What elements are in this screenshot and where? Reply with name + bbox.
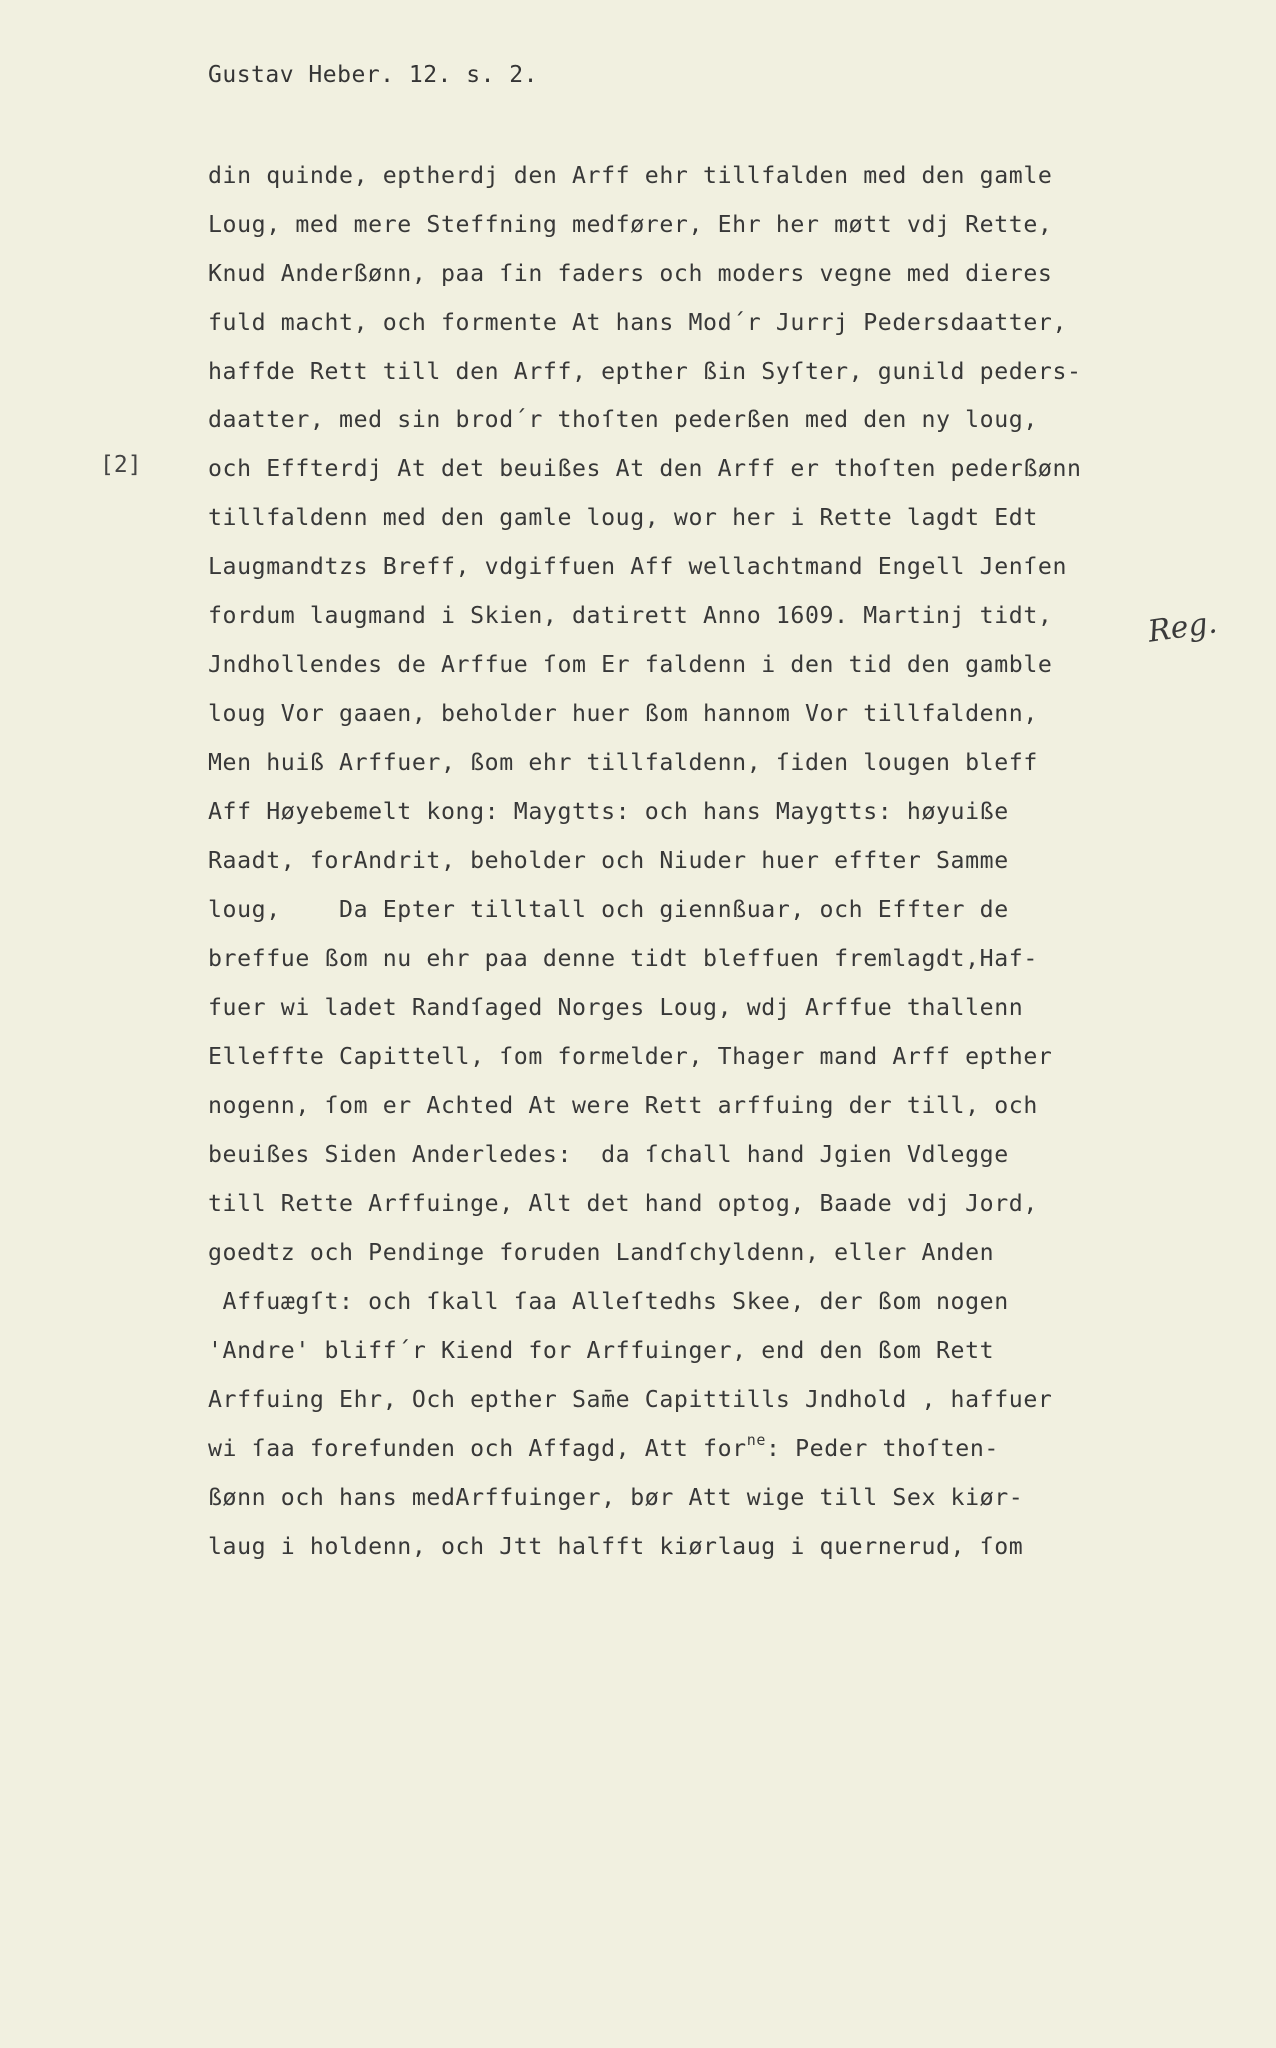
text-line-15: Raadt, forAndrit, beholder och Niuder huer effter Samme (208, 847, 1009, 874)
text-line-19: Elleffte Capittell, ſom formelder, Thager mand Arff epther (208, 1043, 1053, 1070)
text-line-12: loug Vor gaaen, beholder huer ßom hannom Vor tillfaldenn, (208, 700, 1038, 727)
margin-page-marker: [2] (100, 452, 142, 478)
text-line-18: fuer wi ladet Randſaged Norges Loug, wdj Arffue thallenn (208, 994, 1024, 1021)
text-line-26: Arffuing Ehr, Och epther Sam̄e Capittills Jndhold , haffuer (208, 1386, 1053, 1413)
text-line-16: loug, Da Epter tilltall och giennßuar, och Effter de (208, 896, 1009, 923)
text-line-22: till Rette Arffuinge, Alt det hand optog, Baade vdj Jord, (208, 1190, 1038, 1217)
text-line-7: och Effterdj At det beuißes At den Arff er thoſten pederßønn (208, 455, 1082, 482)
handwritten-note: Reg. (1145, 605, 1220, 650)
text-line-20: nogenn, ſom er Achted At were Rett arffuing der till, och (208, 1092, 1038, 1119)
text-line-23: goedtz och Pendinge foruden Landſchyldenn, eller Anden (208, 1239, 995, 1266)
text-line-8: tillfaldenn med den gamle loug, wor her i Rette lagdt Edt (208, 504, 1038, 531)
page-header: Gustav Heber. 12. s. 2. (208, 62, 538, 88)
text-line-27-start: wi ſaa forefunden och Affagd, Att for (208, 1435, 747, 1462)
text-line-10: fordum laugmand i Skien, datirett Anno 1609. Martinj tidt, (208, 602, 1053, 629)
text-line-24: Affuægſt: och ſkall ſaa Alleſtedhs Skee, der ßom nogen (208, 1288, 1009, 1315)
superscript-ne: ne (746, 1431, 766, 1449)
text-line-28: ßønn och hans medArffuinger, bør Att wige till Sex kiør- (208, 1484, 1024, 1511)
text-line-5: haffde Rett till den Arff, epther ßin Syſter, gunild peders- (208, 358, 1082, 385)
text-line-1: din quinde, eptherdj den Arff ehr tillfalden med den gamle (208, 162, 1053, 189)
text-line-13: Men huiß Arffuer, ßom ehr tillfaldenn, ſiden lougen bleff (208, 749, 1038, 776)
text-line-17: breffue ßom nu ehr paa denne tidt bleffuen fremlagdt,Haf- (208, 945, 1038, 972)
text-line-27-end: : Peder thoſten- (766, 1435, 999, 1462)
text-line-3: Knud Anderßønn, paa ſin faders och moders vegne med dieres (208, 260, 1053, 287)
text-line-11: Jndhollendes de Arffue ſom Er faldenn i den tid den gamble (208, 651, 1053, 678)
text-line-21: beuißes Siden Anderledes: da ſchall hand Jgien Vdlegge (208, 1141, 1009, 1168)
text-line-27 (208, 1431, 999, 1462)
text-line-14: Aff Høyebemelt kong: Maygtts: och hans Maygtts: høyuiße (208, 798, 1009, 825)
text-line-6: daatter, med sin brod´r thoſten pederßen med den ny loug, (208, 406, 1038, 433)
text-line-2: Loug, med mere Steffning medfører, Ehr her møtt vdj Rette, (208, 211, 1053, 238)
text-line-29: laug i holdenn, och Jtt halfft kiørlaug i quernerud, ſom (208, 1533, 1024, 1560)
text-line-25: 'Andre' bliff´r Kiend for Arffuinger, end den ßom Rett (208, 1337, 995, 1364)
text-line-4: fuld macht, och formente At hans Mod´r Jurrj Pedersdaatter, (208, 309, 1068, 336)
text-line-9: Laugmandtzs Breff, vdgiffuen Aff wellachtmand Engell Jenſen (208, 553, 1068, 580)
